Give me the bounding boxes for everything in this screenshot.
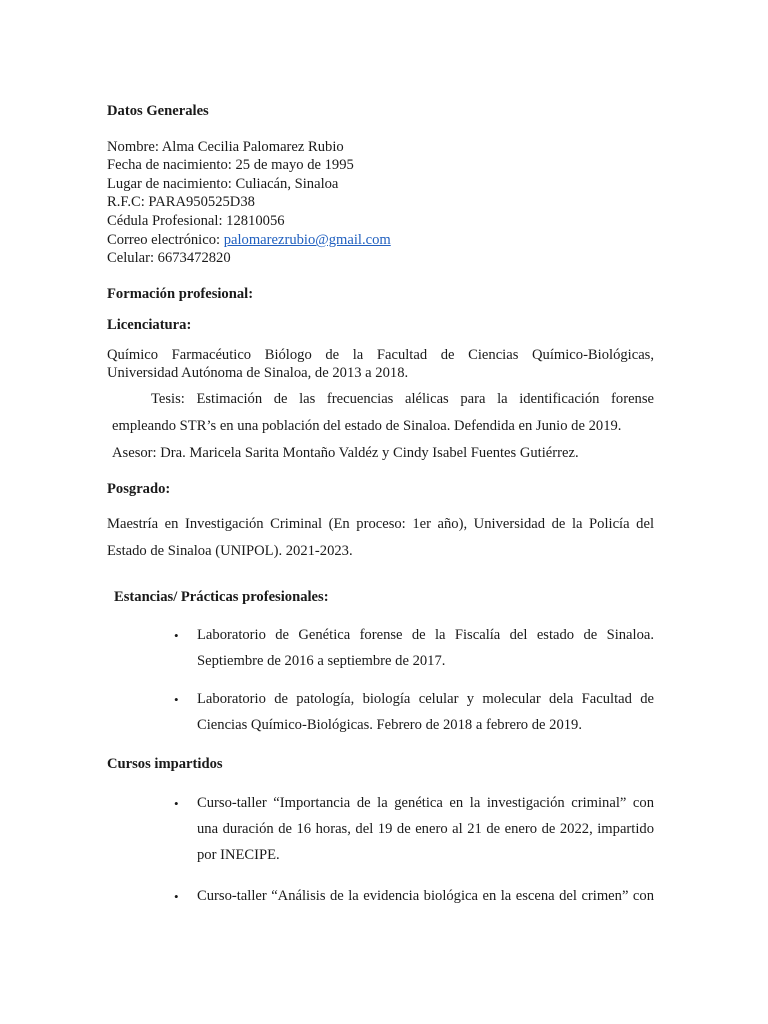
cedula-line: Cédula Profesional: 12810056 [107,213,285,229]
rfc-line: R.F.C: PARA950525D38 [107,194,255,210]
curso-item-1-line-3: por INECIPE. [197,847,280,863]
curso-item-1-line-1: Curso-taller “Importancia de la genética en la investigación criminal” con [197,795,654,811]
posgrado-heading: Posgrado: [107,481,171,497]
estancia-item-2-line-2: Ciencias Químico-Biológicas. Febrero de 2018 a febrero de 2019. [197,717,583,733]
posgrado-line-2: Estado de Sinaloa (UNIPOL). 2021-2023. [107,543,353,559]
bullet-icon: • [174,692,179,707]
curso-item-2 [197,888,654,905]
celular-line: Celular: 6673472820 [107,250,231,266]
posgrado-line-1: Maestría en Investigación Criminal (En proceso: 1er año), Universidad de la Policía del [107,516,654,532]
nombre-line: Nombre: Alma Cecilia Palomarez Rubio [107,139,344,155]
curso-item-1 [197,795,654,864]
estancia-item-1-line-2: Septiembre de 2016 a septiembre de 2017. [197,653,446,669]
licenciatura-line-1: Químico Farmacéutico Biólogo de la Facultad de Ciencias Químico-Biológicas, [107,347,654,363]
datos-generales-heading: Datos Generales [107,103,209,119]
cursos-heading: Cursos impartidos [107,756,223,772]
tesis-line-2: empleando STR’s en una población del estado de Sinaloa. Defendida en Junio de 2019. [112,418,622,434]
estancia-item-2 [197,691,654,734]
tesis-line-1: Tesis: Estimación de las frecuencias alélicas para la identificación forense [151,391,654,407]
curso-item-2-line-1: Curso-taller “Análisis de la evidencia biológica en la escena del crimen” con [197,888,654,904]
bullet-icon: • [174,889,179,904]
correo-line [107,232,391,249]
curso-item-1-line-2: una duración de 16 horas, del 19 de enero al 21 de enero de 2022, impartido [197,821,654,837]
formacion-heading: Formación profesional: [107,286,254,302]
licenciatura-heading: Licenciatura: [107,317,192,333]
lugar-nacimiento-line: Lugar de nacimiento: Culiacán, Sinaloa [107,176,339,192]
estancias-heading: Estancias/ Prácticas profesionales: [114,589,329,605]
estancia-item-1 [197,627,654,670]
estancia-item-2-line-1: Laboratorio de patología, biología celular y molecular dela Facultad de [197,691,654,707]
licenciatura-line-2: Universidad Autónoma de Sinaloa, de 2013 a 2018. [107,365,409,381]
fecha-nacimiento-line: Fecha de nacimiento: 25 de mayo de 1995 [107,157,354,173]
asesor-line: Asesor: Dra. Maricela Sarita Montaño Valdéz y Cindy Isabel Fuentes Gutiérrez. [112,445,579,461]
estancia-item-1-line-1: Laboratorio de Genética forense de la Fiscalía del estado de Sinaloa. [197,627,654,643]
correo-label: Correo electrónico: [107,232,224,248]
bullet-icon: • [174,628,179,643]
email-link[interactable]: palomarezrubio@gmail.com [223,232,391,248]
bullet-icon: • [174,796,179,811]
